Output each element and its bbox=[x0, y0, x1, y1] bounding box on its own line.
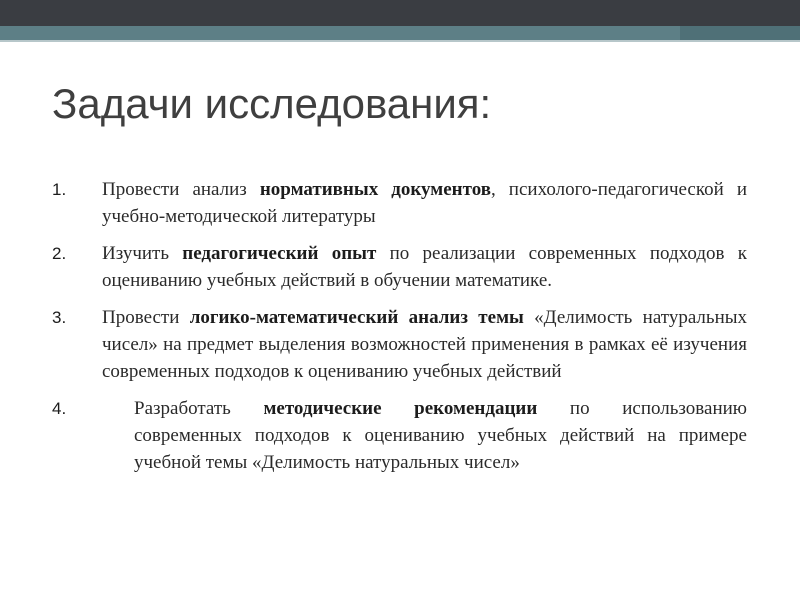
list-item-number: 2. bbox=[52, 244, 67, 263]
list-item bbox=[52, 304, 747, 385]
list-item-number: 3. bbox=[52, 308, 67, 327]
list-item-text: Провести логико-математический анализ темы «Делимость натуральных чисел» на предмет выделения возможностей применения в рамках её изучения современных подходов к оцениванию учебных действий bbox=[102, 307, 748, 382]
header-divider-line bbox=[0, 40, 800, 42]
list-item-number: 1. bbox=[52, 180, 67, 199]
list-item-bold: педагогический опыт bbox=[182, 243, 377, 264]
list-item-text: Изучить педагогический опыт по реализации современных подходов к оцениванию учебных действий в обучении математике. bbox=[102, 243, 747, 291]
slide-title: Задачи исследования: bbox=[52, 80, 492, 127]
list-item-text: Провести анализ нормативных документов, психолого-педагогической и учебно-методической литературы bbox=[102, 179, 747, 227]
header-dark-bar bbox=[0, 0, 800, 26]
list-item bbox=[52, 176, 747, 230]
task-list bbox=[52, 176, 747, 486]
list-item bbox=[52, 240, 747, 294]
list-item-bold: нормативных документов bbox=[259, 179, 491, 200]
list-item bbox=[52, 395, 747, 476]
list-item-text: Разработать методические рекомендации по использованию современных подходов к оцениванию учебных действий на примере учебной темы «Делимость натуральных чисел» bbox=[134, 398, 747, 473]
list-item-number: 4. bbox=[52, 399, 67, 418]
list-item-bold: методические рекомендации bbox=[263, 398, 538, 419]
header-accent-stripe bbox=[680, 26, 800, 40]
list-item-bold: логико-математический анализ темы bbox=[189, 307, 524, 328]
